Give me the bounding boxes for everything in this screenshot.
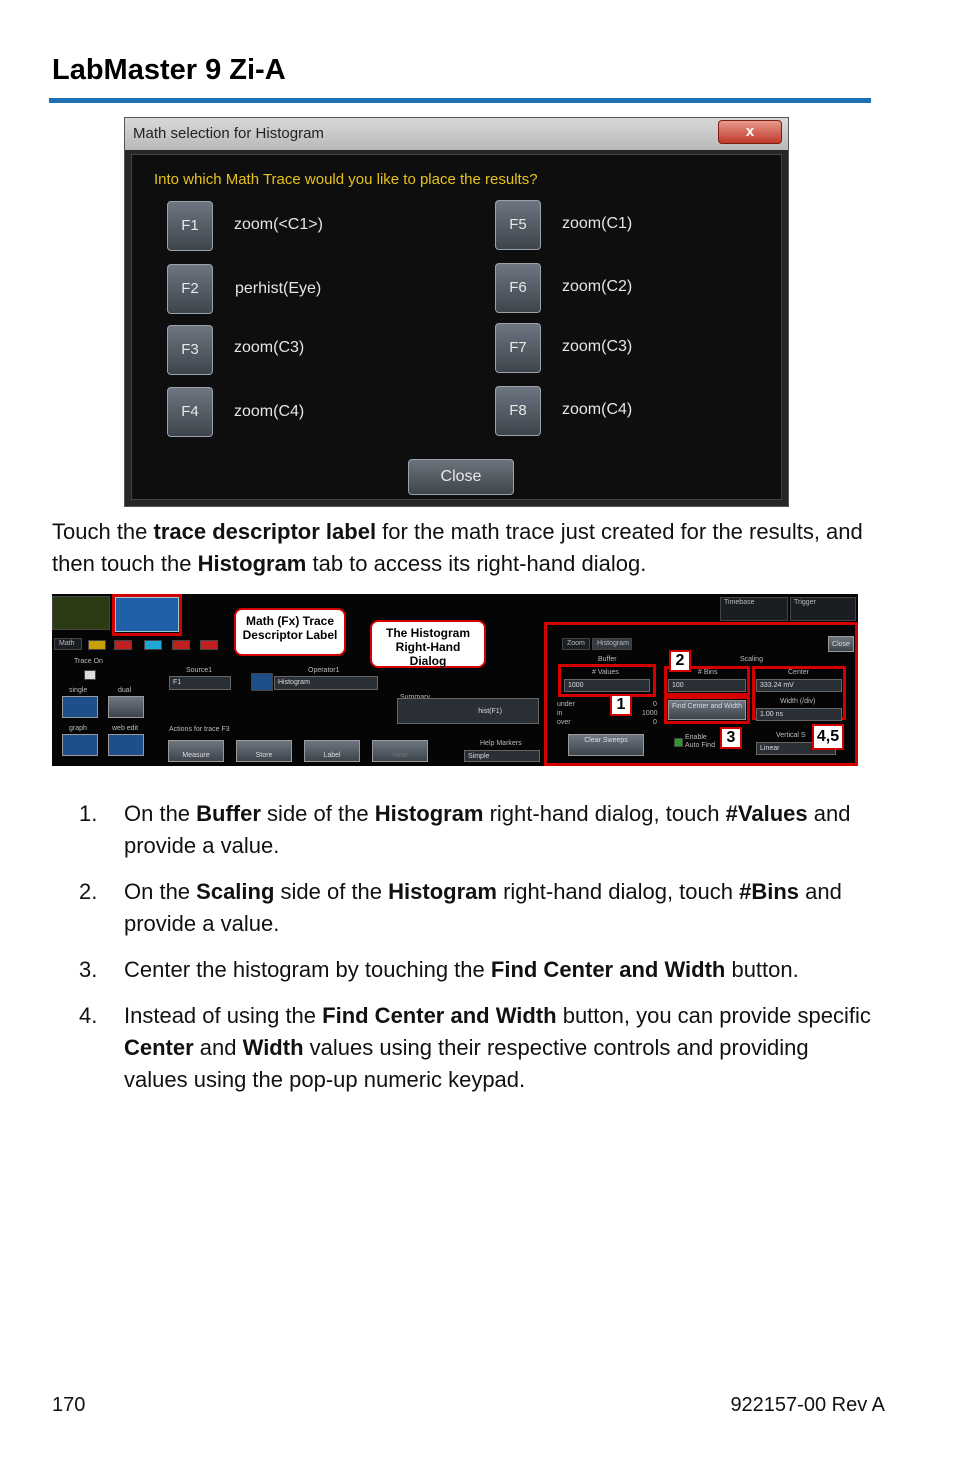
- tab-histogram-label: Histogram: [597, 640, 629, 647]
- width-field[interactable]: 1.00 ns: [756, 708, 842, 721]
- marker-2: 2: [669, 650, 691, 672]
- step-text: Instead of using the: [124, 1003, 323, 1028]
- summary-field: hist(F1): [397, 698, 539, 724]
- f2-label: perhist(Eye): [235, 280, 322, 297]
- f4-button[interactable]: F4: [167, 387, 213, 437]
- in-label: in: [557, 710, 563, 717]
- f4-label: zoom(C4): [234, 403, 305, 420]
- f3-trace-descriptor[interactable]: [115, 597, 179, 632]
- under-label: under: [557, 701, 575, 708]
- marker-1: 1: [610, 694, 632, 716]
- f1-label: zoom(<C1>): [234, 216, 323, 233]
- over-value: 0: [653, 719, 657, 726]
- dialog-title: Math selection for Histogram: [133, 125, 324, 142]
- enable-auto-find-checkbox[interactable]: [674, 738, 683, 747]
- tab-f1[interactable]: [88, 640, 106, 650]
- step-text: button, you can provide specific: [556, 1003, 871, 1028]
- vertical-scale-label: Vertical S: [776, 732, 806, 739]
- right-dialog-close-button[interactable]: Close: [828, 636, 854, 652]
- tab-zoom-label: Zoom: [567, 640, 585, 647]
- dialog-close-x-button[interactable]: x: [718, 120, 782, 144]
- dialog-body: [131, 154, 782, 500]
- single-label: single: [69, 687, 88, 694]
- width-label: Width (/div): [780, 698, 816, 705]
- tab-math-label: Math: [59, 640, 75, 647]
- tab-zoom[interactable]: [562, 638, 590, 650]
- f6-button[interactable]: F6: [495, 263, 541, 313]
- dual-button[interactable]: [108, 696, 144, 718]
- help-markers-label: Help Markers: [480, 740, 522, 747]
- step-text: side of the: [274, 879, 389, 904]
- step-text: right-hand dialog, touch: [496, 879, 740, 904]
- document-revision: 922157-00 Rev A: [730, 1394, 885, 1416]
- step-text: and: [193, 1035, 243, 1060]
- histogram-operator-icon: [251, 673, 273, 691]
- steps-list: [52, 798, 872, 1110]
- tab-histogram[interactable]: [592, 638, 632, 650]
- page-number: 170: [52, 1394, 86, 1416]
- header-rule: [49, 98, 871, 103]
- bins-label: # Bins: [698, 669, 718, 676]
- step-bold: #Values: [725, 801, 808, 826]
- step-text: side of the: [260, 801, 375, 826]
- web-edit-label: web edit: [112, 725, 139, 732]
- marker-4-5: 4,5: [812, 724, 844, 750]
- page-header-title: LabMaster 9 Zi-A: [52, 54, 286, 86]
- values-field[interactable]: 1000: [564, 679, 650, 692]
- trigger-descriptor[interactable]: [790, 597, 856, 621]
- step-text: and provide a value.: [124, 801, 851, 858]
- timebase-descriptor[interactable]: [720, 597, 788, 621]
- intro-text: tab to access its right-hand dialog.: [306, 551, 647, 576]
- f5-label: zoom(C1): [562, 215, 633, 232]
- buffer-label: Buffer: [598, 656, 617, 663]
- graph-button[interactable]: [62, 734, 98, 756]
- f1-button[interactable]: F1: [167, 201, 213, 251]
- single-button[interactable]: [62, 696, 98, 718]
- vertical-scale-field[interactable]: Linear: [756, 742, 836, 755]
- step-number: 4.: [79, 1003, 98, 1028]
- f6-label: zoom(C2): [562, 278, 633, 295]
- math-selection-dialog-screenshot: [124, 117, 789, 507]
- f8-button[interactable]: F8: [495, 386, 541, 436]
- step-number: 1.: [79, 801, 98, 826]
- callout-histogram-dialog: The Histogram Right-Hand Dialog: [370, 620, 486, 668]
- source1-field[interactable]: F1: [169, 676, 231, 690]
- dialog-question: Into which Math Trace would you like to place the results?: [154, 171, 538, 188]
- web-edit-button[interactable]: [108, 734, 144, 756]
- f8-label: zoom(C4): [562, 401, 633, 418]
- tab-f5[interactable]: [200, 640, 218, 650]
- step-text: On the: [124, 801, 197, 826]
- callout-descriptor-label: Math (Fx) Trace Descriptor Label: [234, 608, 346, 656]
- graph-label: graph: [69, 725, 87, 732]
- values-label: # Values: [592, 669, 619, 676]
- step-2: [52, 876, 872, 940]
- next-button[interactable]: Next: [372, 740, 428, 762]
- f2-button[interactable]: F2: [167, 264, 213, 314]
- center-label: Center: [788, 669, 810, 676]
- step-bold: Scaling: [196, 879, 275, 904]
- step-text: values using their respective controls and providing values using the pop-up numeric keypad.: [124, 1035, 809, 1092]
- step-bold: Center: [124, 1035, 194, 1060]
- bins-field[interactable]: 100: [668, 679, 746, 692]
- timebase-label: Timebase: [724, 599, 755, 606]
- help-markers-field[interactable]: Simple: [464, 750, 540, 762]
- source1-label: Source1: [186, 667, 213, 674]
- step-bold: Histogram: [388, 879, 497, 904]
- step-text: right-hand dialog, touch: [483, 801, 726, 826]
- step-bold: Find Center and Width: [490, 957, 726, 982]
- dialog-titlebar: [125, 118, 788, 150]
- center-field[interactable]: 333.24 mV: [756, 679, 842, 692]
- c1-descriptor[interactable]: [52, 596, 110, 630]
- tab-f3[interactable]: [144, 640, 162, 650]
- step-bold: Width: [242, 1035, 304, 1060]
- under-value: 0: [653, 701, 657, 708]
- intro-bold-histogram: Histogram: [197, 551, 307, 576]
- step-3: [52, 954, 872, 986]
- step-text: Center the histogram by touching the: [124, 957, 491, 982]
- tab-math[interactable]: [54, 638, 82, 650]
- step-1: [52, 798, 872, 862]
- intro-bold-trace-descriptor: trace descriptor label: [153, 519, 377, 544]
- step-number: 2.: [79, 879, 98, 904]
- step-bold: Buffer: [196, 801, 261, 826]
- histogram-dialog-screenshot: [52, 594, 858, 766]
- step-bold: #Bins: [739, 879, 800, 904]
- dual-label: dual: [118, 687, 132, 694]
- in-value: 1000: [642, 710, 658, 717]
- measure-button[interactable]: Measure: [168, 740, 224, 762]
- intro-text: for the math trace just created for the results, and then touch the: [52, 519, 863, 576]
- operator1-label: Operator1: [308, 667, 340, 674]
- marker-3: 3: [720, 727, 742, 749]
- label-button[interactable]: Label: [304, 740, 360, 762]
- step-text: On the: [124, 879, 197, 904]
- step-bold: Find Center and Width: [322, 1003, 557, 1028]
- step-text: and provide a value.: [124, 879, 842, 936]
- intro-text: Touch the: [52, 519, 154, 544]
- actions-label: Actions for trace F3: [169, 726, 230, 733]
- step-text: button.: [725, 957, 799, 982]
- f3-button[interactable]: F3: [167, 325, 213, 375]
- dialog-close-button[interactable]: Close: [408, 459, 514, 495]
- trace-on-label: Trace On: [74, 658, 103, 665]
- enable-auto-find-label: Enable Auto Find: [685, 734, 715, 749]
- find-center-width-button[interactable]: Find Center and Width: [668, 700, 746, 720]
- step-bold: Histogram: [374, 801, 484, 826]
- step-4: [52, 1000, 872, 1096]
- trigger-label: Trigger: [794, 599, 816, 606]
- trace-on-checkbox[interactable]: [84, 670, 96, 680]
- f7-button[interactable]: F7: [495, 323, 541, 373]
- f7-label: zoom(C3): [562, 338, 633, 355]
- scaling-label: Scaling: [740, 656, 763, 663]
- f3-label: zoom(C3): [234, 339, 305, 356]
- clear-sweeps-button[interactable]: Clear Sweeps: [568, 734, 644, 756]
- tab-f4[interactable]: [172, 640, 190, 650]
- over-label: over: [557, 719, 571, 726]
- step-number: 3.: [79, 957, 98, 982]
- f5-button[interactable]: F5: [495, 200, 541, 250]
- tab-f2[interactable]: [114, 640, 132, 650]
- store-button[interactable]: Store: [236, 740, 292, 762]
- operator1-field[interactable]: Histogram: [274, 676, 378, 690]
- intro-paragraph: [52, 516, 902, 580]
